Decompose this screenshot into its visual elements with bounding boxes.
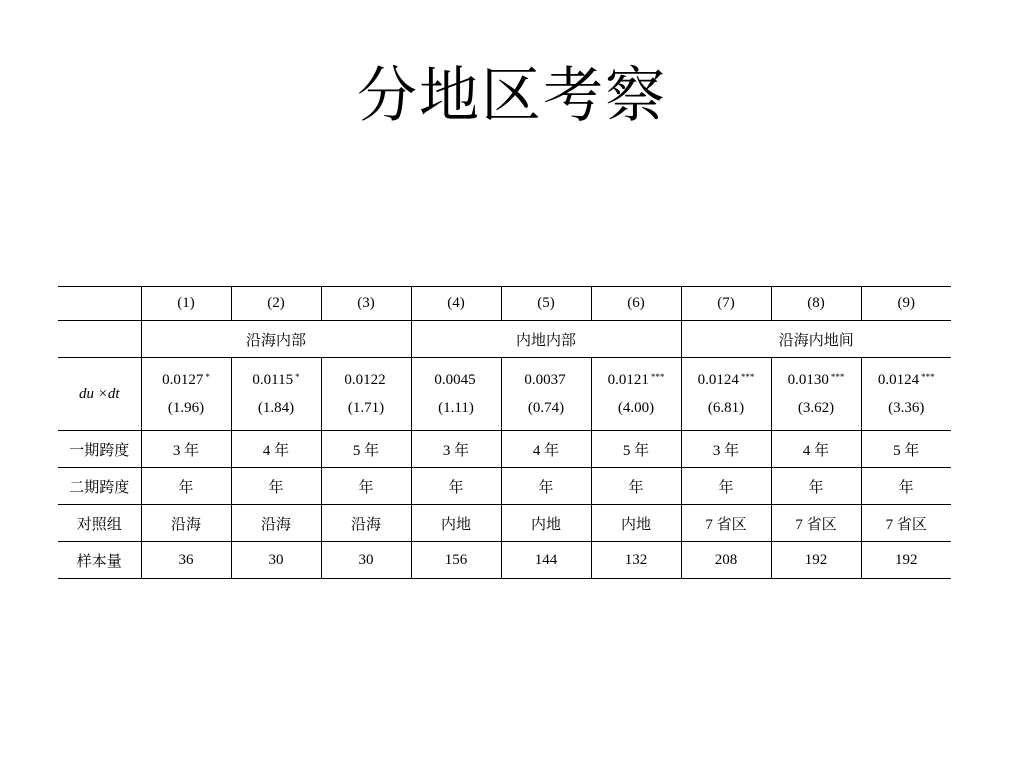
table-cell: 7 省区 (681, 505, 771, 542)
coef-value: 0.0121 (607, 372, 649, 388)
table-cell: 年 (231, 468, 321, 505)
table-cell: 36 (141, 542, 231, 579)
t-stat: (0.74) (527, 400, 565, 416)
coef-cell (321, 358, 411, 431)
significance-stars: *** (830, 372, 845, 382)
column-header: (8) (771, 287, 861, 321)
t-stat: (1.84) (257, 400, 295, 416)
column-header: (3) (321, 287, 411, 321)
t-stat: (1.96) (167, 400, 205, 416)
row-label: 样本量 (76, 553, 122, 570)
table-cell: 30 (231, 542, 321, 579)
coef-value: 0.0124 (877, 372, 920, 388)
table-cell: 4 年 (771, 431, 861, 468)
t-stat: (1.71) (347, 400, 385, 416)
slide-title: 分地区考察 (357, 61, 667, 131)
coef-cell (591, 358, 681, 431)
coef-cell (141, 358, 231, 431)
table-cell: 5 年 (591, 431, 681, 468)
table-cell: 年 (771, 468, 861, 505)
table-cell: 沿海 (141, 505, 231, 542)
coef-value: 0.0127 (162, 372, 204, 388)
table-cell: 年 (321, 468, 411, 505)
coef-cell (501, 358, 591, 431)
table-cell: 30 (321, 542, 411, 579)
table-row-period1-span (58, 431, 951, 468)
table-cell: 7 省区 (771, 505, 861, 542)
group-header-row (58, 321, 951, 358)
column-header: (2) (231, 287, 321, 321)
significance-stars: *** (921, 372, 935, 382)
column-header: (7) (681, 287, 771, 321)
significance-stars: * (205, 372, 210, 382)
coef-cell (861, 358, 951, 431)
table-cell: 7 省区 (861, 505, 951, 542)
corner-cell (58, 321, 141, 358)
t-stat: (3.36) (888, 400, 925, 416)
table-cell: 年 (141, 468, 231, 505)
coef-value: 0.0122 (344, 372, 386, 388)
coef-value: 0.0045 (434, 372, 476, 388)
coefficient-row (58, 358, 951, 431)
significance-stars: *** (650, 372, 665, 382)
table-cell: 内地 (411, 505, 501, 542)
table-cell: 内地 (501, 505, 591, 542)
coef-cell (411, 358, 501, 431)
group-header-inland: 内地内部 (411, 321, 681, 358)
column-header: (4) (411, 287, 501, 321)
table-cell: 144 (501, 542, 591, 579)
coef-value: 0.0115 (252, 372, 294, 388)
table-cell: 192 (771, 542, 861, 579)
variable-label: du ×dt (78, 385, 120, 402)
table-cell: 208 (681, 542, 771, 579)
table-cell: 年 (591, 468, 681, 505)
table-row-period2-span (58, 468, 951, 505)
table-cell: 年 (501, 468, 591, 505)
table-row-sample-size (58, 542, 951, 579)
column-header: (5) (501, 287, 591, 321)
coef-cell (231, 358, 321, 431)
coef-cell (771, 358, 861, 431)
column-number-row (58, 287, 951, 321)
table-cell: 4 年 (231, 431, 321, 468)
table-cell: 年 (861, 468, 951, 505)
t-stat: (6.81) (707, 400, 745, 416)
table-cell: 5 年 (861, 431, 951, 468)
column-header: (6) (591, 287, 681, 321)
column-header: (1) (141, 287, 231, 321)
coef-value: 0.0124 (697, 372, 739, 388)
table-cell: 132 (591, 542, 681, 579)
row-label: 一期跨度 (69, 442, 130, 459)
table-cell: 年 (681, 468, 771, 505)
coef-value: 0.0037 (524, 372, 566, 388)
t-stat: (1.11) (438, 400, 474, 416)
table-cell: 5 年 (321, 431, 411, 468)
table-cell: 年 (411, 468, 501, 505)
column-header: (9) (861, 287, 951, 321)
significance-stars: *** (740, 372, 755, 382)
table-cell: 内地 (591, 505, 681, 542)
regression-results-table (58, 286, 951, 579)
corner-cell (58, 287, 141, 321)
group-header-between: 沿海内地间 (681, 321, 951, 358)
table-cell: 3 年 (411, 431, 501, 468)
table-row-control-group (58, 505, 951, 542)
table-cell: 4 年 (501, 431, 591, 468)
t-stat: (3.62) (797, 400, 835, 416)
table-cell: 192 (861, 542, 951, 579)
table-cell: 沿海 (321, 505, 411, 542)
row-label: 二期跨度 (69, 479, 130, 496)
significance-stars: * (295, 372, 300, 382)
t-stat: (4.00) (617, 400, 655, 416)
coef-cell (681, 358, 771, 431)
group-header-coastal: 沿海内部 (141, 321, 411, 358)
table-cell: 3 年 (141, 431, 231, 468)
table-cell: 沿海 (231, 505, 321, 542)
coef-value: 0.0130 (787, 372, 829, 388)
table-cell: 156 (411, 542, 501, 579)
table-cell: 3 年 (681, 431, 771, 468)
row-label: 对照组 (76, 516, 122, 533)
